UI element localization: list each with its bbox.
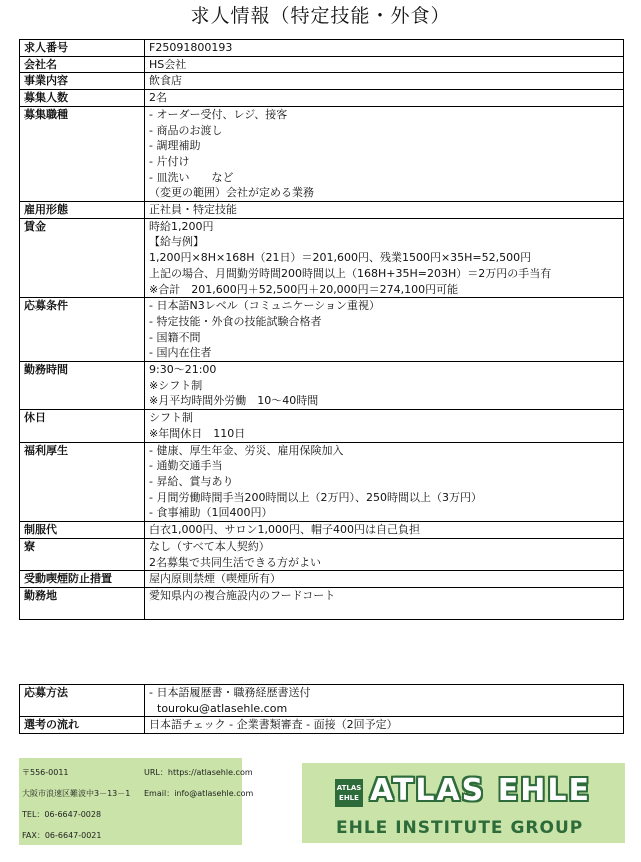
field-value (145, 56, 624, 73)
field-value (145, 218, 624, 298)
application-table (19, 684, 624, 734)
value-line: - 商品のお渡し (149, 123, 223, 137)
value-line: HS会社 (149, 57, 187, 71)
value-line: ※月平均時間外労働 10〜40時間 (149, 394, 319, 408)
field-value (145, 40, 624, 57)
atlas-ehle-logo-icon: ATLAS EHLE (335, 779, 363, 807)
value-line: - 国籍不問 (149, 330, 201, 344)
value-line: （変更の範囲）会社が定める業務 (149, 186, 314, 200)
field-label: 勤務時間 (20, 362, 145, 410)
value-line: - 日本語N3レベル（コミュニケーション重視） (149, 299, 381, 313)
fax-number: FAX：06-6647-0021 (22, 831, 102, 840)
table-row (20, 717, 624, 734)
table-row (20, 442, 624, 522)
table-row (20, 362, 624, 410)
field-label: 休日 (20, 410, 145, 442)
field-value (145, 106, 624, 201)
table-row (20, 571, 624, 588)
value-line: 日本語チェック - 企業書類審査 - 面接（2回予定） (149, 718, 398, 732)
field-label: 応募条件 (20, 298, 145, 362)
company-contact-block (19, 758, 254, 845)
field-value (145, 73, 624, 90)
field-value (145, 362, 624, 410)
value-line: 白衣1,000円、サロン1,000円、帽子400円は自己負担 (149, 523, 420, 537)
value-line: ※シフト制 (149, 378, 203, 392)
value-line: 飲食店 (149, 74, 182, 88)
value-line (149, 604, 619, 620)
company-logo-banner (302, 763, 625, 843)
table-row (20, 218, 624, 298)
value-line: touroku@atlasehle.com (157, 701, 288, 715)
website-url[interactable]: URL：https://atlasehle.com (144, 768, 253, 777)
table-row (20, 56, 624, 73)
brand-name: ATLAS EHLE (370, 773, 591, 808)
field-value (145, 202, 624, 219)
address: 大阪市浪速区難波中3－13－1 (22, 789, 131, 798)
field-value (145, 410, 624, 442)
field-label: 求人番号 (20, 40, 145, 57)
table-row (20, 106, 624, 201)
value-line: 時給1,200円 (149, 219, 214, 233)
field-value (145, 538, 624, 570)
table-row (20, 90, 624, 107)
field-value (145, 587, 624, 619)
value-line: - 日本語履歴書・職務経歴書送付 (149, 686, 311, 699)
value-line: - 国内在住者 (149, 346, 212, 360)
field-value (145, 442, 624, 522)
field-label: 募集人数 (20, 90, 145, 107)
field-value (145, 522, 624, 539)
value-line: 正社員・特定技能 (149, 203, 237, 217)
table-row (20, 73, 624, 90)
value-line: ※合計 201,600円＋52,500円＋20,000円＝274,100円可能 (149, 282, 459, 296)
value-line: - オーダー受付、レジ、接客 (149, 107, 288, 121)
value-line: - 皿洗い など (149, 170, 234, 184)
field-label: 賃金 (20, 218, 145, 298)
value-line: なし（すべて本人契約） (149, 539, 270, 553)
field-value (145, 298, 624, 362)
field-label: 会社名 (20, 56, 145, 73)
value-line: - 健康、厚生年金、労災、雇用保険加入 (149, 443, 344, 457)
value-line: 9:30〜21:00 (149, 363, 217, 377)
field-label: 雇用形態 (20, 202, 145, 219)
table-row (20, 522, 624, 539)
field-label: 事業内容 (20, 73, 145, 90)
table-row (20, 587, 624, 619)
field-value (145, 571, 624, 588)
field-label: 応募方法 (20, 685, 145, 717)
value-line: 1,200円×8H×168H（21日）＝201,600円、残業1500円×35H=52,500円 (149, 251, 532, 265)
value-line: - 昇給、賞与あり (149, 474, 234, 488)
value-line: シフト制 (149, 411, 193, 425)
field-value (145, 90, 624, 107)
field-label: 受動喫煙防止措置 (20, 571, 145, 588)
value-line: 屋内原則禁煙（喫煙所有） (149, 572, 281, 586)
field-label: 寮 (20, 538, 145, 570)
field-value (145, 717, 624, 734)
value-line: 2名募集で共同生活できる方がよい (149, 555, 321, 569)
field-label: 選考の流れ (20, 717, 145, 734)
table-row (20, 410, 624, 442)
value-line: - 食事補助（1回400円） (149, 506, 273, 520)
value-line: 上記の場合、月間勤労時間200時間以上（168H+35H=203H）＝2万円の手当有 (149, 266, 552, 280)
value-line: - 調理補助 (149, 139, 201, 153)
email-address[interactable]: Email：info@atlasehle.com (144, 789, 254, 798)
value-line: - 片付け (149, 154, 190, 168)
value-line: - 月間労働時間手当200時間以上（2万円）、250時間以上（3万円） (149, 490, 482, 504)
value-line: 愛知県内の複合施設内のフードコート (149, 588, 336, 602)
table-row (20, 298, 624, 362)
value-line: 2名 (149, 91, 167, 105)
table-row (20, 40, 624, 57)
job-info-table (19, 39, 624, 620)
value-line: ※年間休日 110日 (149, 426, 246, 440)
table-row (20, 202, 624, 219)
value-line: - 特定技能・外食の技能試験合格者 (149, 314, 322, 328)
postal-code: 〒556-0011 (22, 768, 69, 777)
field-label: 勤務地 (20, 587, 145, 619)
group-name: EHLE INSTITUTE GROUP (336, 818, 584, 838)
phone-number: TEL：06-6647-0028 (22, 810, 102, 819)
table-row (20, 685, 624, 717)
field-value (145, 685, 624, 717)
value-line: F25091800193 (149, 41, 233, 54)
field-label: 募集職種 (20, 106, 145, 201)
field-label: 制服代 (20, 522, 145, 539)
table-row (20, 538, 624, 570)
value-line: 【給与例】 (149, 235, 204, 249)
value-line: - 通勤交通手当 (149, 459, 223, 473)
page-title: 求人情報（特定技能・外食） (190, 5, 451, 27)
field-label: 福利厚生 (20, 442, 145, 522)
